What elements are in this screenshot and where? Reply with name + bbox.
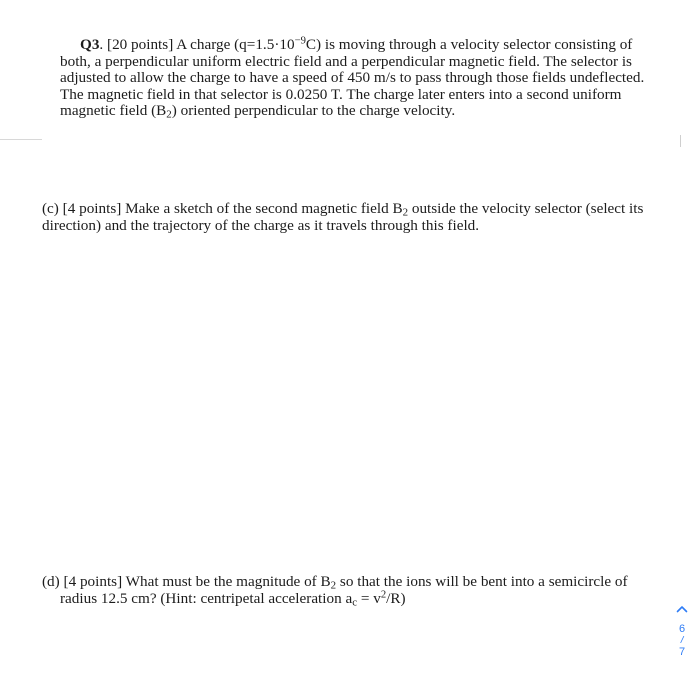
part-c-text: (c) [4 points] Make a sketch of the second magnetic field $B_2$ outside the velocity selector (select its direction) and the trajectory of the charge as it travels through this field. <box>42 200 644 234</box>
current-page-number: 6 <box>678 623 686 635</box>
total-pages-number: 7 <box>678 646 686 658</box>
chevron-up-icon[interactable] <box>676 605 688 613</box>
page-divider-right <box>680 135 681 147</box>
part-d-text: (d) [4 points] What must be the magnitude of $B_2$ so that the ions will be bent into a semicircle of radius 12.5 cm? (Hint: centripetal acceleration $a_c = v^2/R$) <box>42 573 628 609</box>
question-label: Q3 <box>80 36 100 53</box>
question-q3-text: Q3. [20 points] A charge $(q=1.5\cdot 10^{-9}C)$ is moving through a velocity selector consisting of both, a perpendicular uniform electric field and a perpendicular magnetic field. The selector is adjusted to allow the charge to have a speed of 450 m/s to pass through those fields undeflected. The magnetic field in that selector is 0.0250 T. The charge later enters into a second uniform magnetic field $(B_2)$ oriented perpendicular to the charge velocity. <box>60 35 645 122</box>
page-separator: / <box>679 634 685 647</box>
page-navigator <box>669 605 695 659</box>
page-divider-left <box>0 139 42 140</box>
